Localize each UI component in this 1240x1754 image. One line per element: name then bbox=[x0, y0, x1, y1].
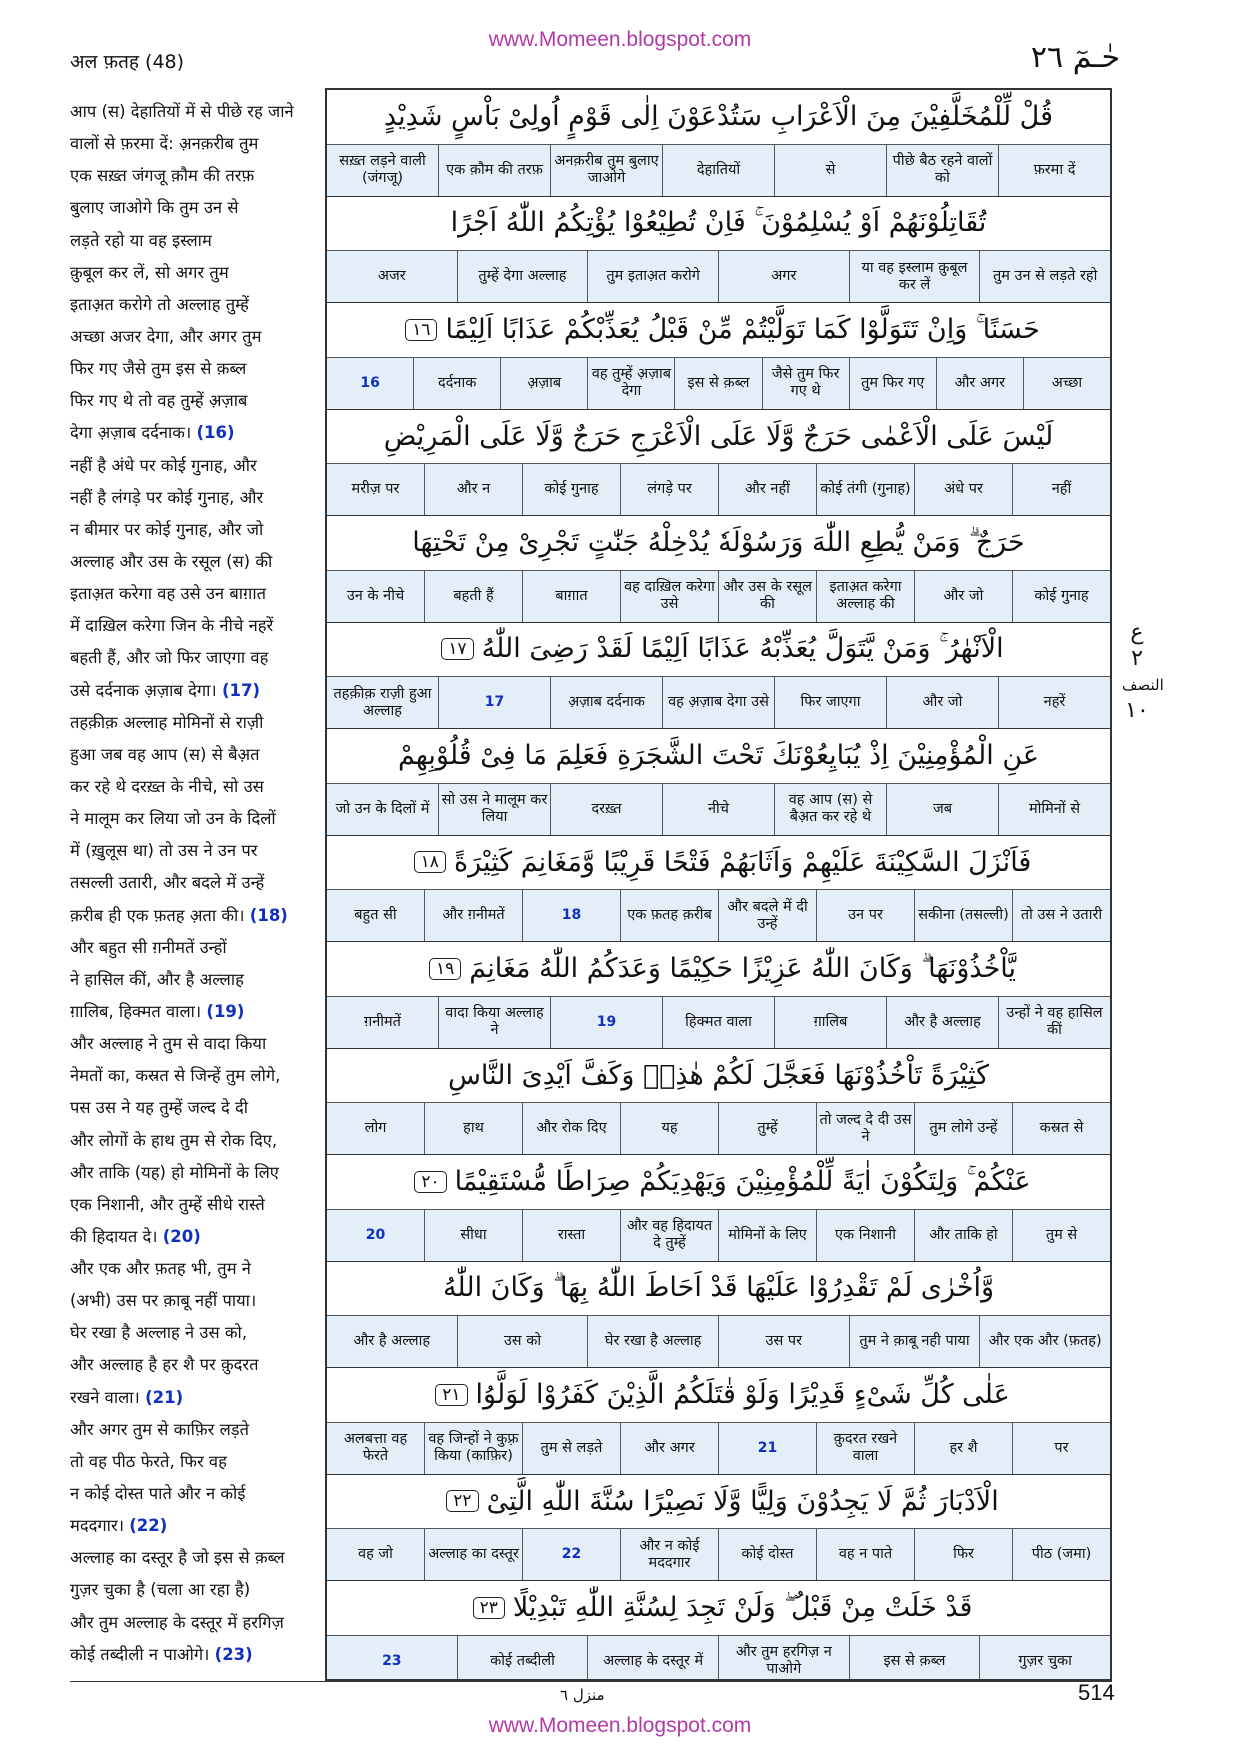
translation-line: न बीमार पर कोई गुनाह, और जो bbox=[70, 519, 264, 539]
translation-line: हुआ जब वह आप (स) से बैअ़त bbox=[70, 744, 260, 764]
word-cell: और अगर bbox=[936, 358, 1023, 409]
word-cell: ग़ालिब bbox=[774, 997, 886, 1048]
arabic-line bbox=[327, 516, 1110, 571]
word-cell: तुम उन से लड़ते रहो bbox=[979, 251, 1110, 302]
word-cell: देहातियों bbox=[662, 145, 774, 196]
ayah-number-marker: ۲۳ bbox=[473, 1597, 505, 1619]
word-cell: इस से क़ब्ल bbox=[849, 1636, 980, 1682]
translation-row bbox=[327, 1423, 1110, 1475]
word-cell: वह तुम्हें अ़ज़ाब देगा bbox=[587, 358, 674, 409]
translation-text: ग़ालिब, हिक्मत वाला। bbox=[70, 1001, 202, 1021]
translation-line: और एक और फ़तह भी, तुम ने bbox=[70, 1259, 251, 1279]
translation-line: और लोगों के हाथ तुम से रोक दिए, bbox=[70, 1130, 278, 1150]
word-cell: तुम इताअ़त करोगे bbox=[587, 251, 718, 302]
juz-title: حٰـمٓ ۲٦ bbox=[1030, 40, 1120, 75]
arabic-line bbox=[327, 623, 1110, 678]
word-cell: 19 bbox=[550, 997, 662, 1048]
translation-text: कोई तब्दीली न पाओगे। bbox=[70, 1644, 210, 1664]
site-url-top[interactable]: www.Momeen.blogspot.com bbox=[488, 28, 752, 51]
translation-line: फिर गए थे तो वह तुम्हें अ़ज़ाब bbox=[70, 391, 248, 411]
word-cell: बाग़ात bbox=[522, 571, 620, 622]
word-cell: 20 bbox=[365, 1226, 386, 1243]
word-by-word-grid bbox=[325, 88, 1112, 1681]
word-cell: और रोक दिए bbox=[522, 1103, 620, 1154]
word-cell: और जो bbox=[914, 571, 1012, 622]
word-cell: कोई गुनाह bbox=[522, 464, 620, 515]
word-cell: तहक़ीक़ राज़ी हुआ अल्लाह bbox=[333, 685, 432, 719]
verse-number: (19) bbox=[206, 1001, 245, 1021]
arabic-line bbox=[327, 1262, 1110, 1317]
word-cell: जो उन के दिलों में bbox=[335, 800, 430, 817]
word-cell: और ताकि हो bbox=[914, 1210, 1012, 1261]
word-cell: यह bbox=[620, 1103, 718, 1154]
arabic-text: تُقَاتِلُوْنَهُمْ اَوْ يُسْلِمُوْنَ ۚ فَاِنْ تُطِيْعُوْا يُؤْتِكُمُ اللّٰهُ اَجْرًا bbox=[450, 207, 987, 239]
translation-line: और तुम अल्लाह के दस्तूर में हरगिज़ bbox=[70, 1612, 284, 1632]
verse-number: (17) bbox=[221, 680, 260, 700]
ayah-number-marker: ۲۰ bbox=[414, 1171, 446, 1193]
ayah-number-marker: ۱۸ bbox=[414, 851, 446, 873]
word-cell: और न bbox=[424, 464, 522, 515]
page-number: 514 bbox=[1078, 1680, 1115, 1705]
ayah-number-marker: ۱٦ bbox=[405, 319, 437, 341]
arabic-text: عَنِ الْمُؤْمِنِيْنَ اِذْ يُبَايِعُوْنَكَ تَحْتَ الشَّجَرَةِ فَعَلِمَ مَا فِىْ قُلُوْبِهِمْ bbox=[397, 740, 1040, 772]
arabic-line bbox=[327, 90, 1110, 145]
translation-line: एक सख़्त जंगजू क़ौम की तरफ़ bbox=[70, 166, 255, 186]
translation-line: तहक़ीक़ अल्लाह मोमिनों से राज़ी bbox=[70, 712, 264, 732]
site-url-bottom[interactable]: www.Momeen.blogspot.com bbox=[488, 1714, 752, 1737]
translation-line: इताअ़त करेगा वह उसे उन बाग़ात bbox=[70, 584, 266, 604]
translation-line: लड़ते रहो या वह इस्लाम bbox=[70, 230, 212, 250]
word-cell: और जो bbox=[886, 677, 998, 728]
arabic-line bbox=[327, 1155, 1110, 1210]
translation-line bbox=[70, 417, 320, 449]
ayah-number-marker: ۱۷ bbox=[441, 638, 473, 660]
word-cell: अगर bbox=[718, 251, 849, 302]
word-cell: उन के नीचे bbox=[346, 587, 405, 604]
word-cell: कोई तब्दीली bbox=[457, 1636, 588, 1682]
word-cell: और अगर bbox=[620, 1423, 718, 1474]
word-cell: दरख़्त bbox=[550, 784, 662, 835]
translation-line: अल्लाह और उस के रसूल (स) की bbox=[70, 551, 273, 571]
translation-line bbox=[70, 996, 320, 1028]
translation-row bbox=[327, 1636, 1110, 1682]
translation-line: तो वह पीठ फेरते, फिर वह bbox=[70, 1451, 227, 1471]
word-cell: क़ुदरत रखने वाला bbox=[816, 1423, 914, 1474]
word-cell: और बदले में दी उन्हें bbox=[718, 890, 816, 941]
word-cell: कस्रत से bbox=[1012, 1103, 1110, 1154]
translation-line: बुलाए जाओगे कि तुम उन से bbox=[70, 198, 239, 218]
verse-number: (21) bbox=[145, 1387, 184, 1407]
arabic-text: عَنْكُمْ ۚ وَلِتَكُوْنَ اٰيَةً لِّلْمُؤْمِنِيْنَ وَيَهْدِيَكُمْ صِرَاطًا مُّسْتَقِيْمًا bbox=[454, 1165, 1031, 1197]
word-cell: नीचे bbox=[662, 784, 774, 835]
word-cell: अंधे पर bbox=[914, 464, 1012, 515]
word-cell: तुम्हें देगा अल्लाह bbox=[457, 251, 588, 302]
word-cell: और है अल्लाह bbox=[353, 1333, 431, 1349]
word-cell: बहती हैं bbox=[424, 571, 522, 622]
translation-line: क़ुबूल कर लें, सो अगर तुम bbox=[70, 262, 229, 282]
word-cell: जब bbox=[886, 784, 998, 835]
translation-line bbox=[70, 675, 320, 707]
translation-line: आप (स) देहातियों में से पीछे रह जाने bbox=[70, 102, 294, 121]
arabic-line bbox=[327, 1049, 1110, 1104]
word-cell: और न कोई मददगार bbox=[620, 1529, 718, 1580]
translation-row bbox=[327, 464, 1110, 516]
translation-line: ने हासिल कीं, और है अल्लाह bbox=[70, 969, 244, 989]
margin-mark: ۲ bbox=[1131, 646, 1143, 671]
ruku-margin-note bbox=[1122, 620, 1164, 724]
translation-text: मददगार। bbox=[70, 1516, 124, 1536]
translation-line: और बहुत सी ग़नीमतें उन्हों bbox=[70, 937, 227, 957]
word-cell: या वह इस्लाम क़ुबूल कर लें bbox=[849, 251, 980, 302]
word-cell: कोई दोस्त bbox=[718, 1529, 816, 1580]
arabic-line bbox=[327, 729, 1110, 784]
word-cell: 23 bbox=[382, 1652, 402, 1669]
word-cell: दर्दनाक bbox=[413, 358, 500, 409]
translation-line: तसल्ली उतारी, और बदले में उन्हें bbox=[70, 873, 265, 893]
word-cell: जैसे तुम फिर गए थे bbox=[762, 358, 849, 409]
word-cell: नहीं bbox=[1012, 464, 1110, 515]
arabic-line bbox=[327, 1581, 1110, 1636]
translation-line: अच्छा अजर देगा, और अगर तुम bbox=[70, 326, 262, 346]
translation-row bbox=[327, 571, 1110, 623]
word-cell: अल्लाह के दस्तूर में bbox=[587, 1636, 718, 1682]
word-cell: पीठ (जमा) bbox=[1012, 1529, 1110, 1580]
word-cell: तुम्हें bbox=[718, 1103, 816, 1154]
word-cell: अ़ज़ाब bbox=[500, 358, 587, 409]
word-cell: उस पर bbox=[718, 1316, 849, 1367]
translation-line bbox=[70, 1639, 320, 1671]
arabic-line bbox=[327, 836, 1110, 891]
arabic-text: عَلٰى كُلِّ شَىْءٍ قَدِيْرًا وَلَوْ قٰتَلَكُمُ الَّذِيْنَ كَفَرُوْا لَوَلَّوُا bbox=[475, 1379, 1010, 1411]
word-cell: वह जो bbox=[358, 1546, 393, 1562]
word-cell: और तुम हरगिज़ न पाओगे bbox=[718, 1636, 849, 1682]
translation-row bbox=[327, 890, 1110, 942]
word-cell: हाथ bbox=[424, 1103, 522, 1154]
arabic-text: لَيْسَ عَلَى الْاَعْمٰى حَرَجٌ وَّلَا عَلَى الْاَعْرَجِ حَرَجٌ وَّلَا عَلَى الْمَرِيْضِ bbox=[383, 420, 1054, 452]
word-cell: पर bbox=[1012, 1423, 1110, 1474]
arabic-text: قَدْ خَلَتْ مِنْ قَبْلُ ۖ وَلَنْ تَجِدَ لِسُنَّةِ اللّٰهِ تَبْدِيْلًا bbox=[512, 1591, 973, 1623]
word-cell: से bbox=[774, 145, 886, 196]
word-cell: 21 bbox=[718, 1423, 816, 1474]
word-cell: लंगड़े पर bbox=[620, 464, 718, 515]
word-cell: अ़ज़ाब दर्दनाक bbox=[550, 677, 662, 728]
margin-mark: ۱۰ bbox=[1125, 698, 1149, 723]
translation-line bbox=[70, 1382, 320, 1414]
word-cell: मरीज़ पर bbox=[351, 481, 400, 497]
word-cell: पीछे बैठ रहने वालों को bbox=[886, 145, 998, 196]
word-cell: एक निशानी bbox=[816, 1210, 914, 1261]
translation-line: पस उस ने यह तुम्हें जल्द दे दी bbox=[70, 1098, 248, 1118]
translation-text: क़रीब ही एक फ़तह अ़ता की। bbox=[70, 905, 245, 925]
arabic-line bbox=[327, 197, 1110, 252]
translation-row bbox=[327, 145, 1110, 197]
translation-line: और अल्लाह है हर शै पर क़ुदरत bbox=[70, 1355, 259, 1375]
translation-row bbox=[327, 784, 1110, 836]
word-cell: सो उस ने मालूम कर लिया bbox=[438, 784, 550, 835]
word-cell: सीधा bbox=[424, 1210, 522, 1261]
translation-text: देगा अ़ज़ाब दर्दनाक। bbox=[70, 423, 192, 443]
word-cell: और ग़नीमतें bbox=[424, 890, 522, 941]
arabic-line bbox=[327, 1475, 1110, 1530]
arabic-text: قُلْ لِّلْمُخَلَّفِيْنَ مِنَ الْاَعْرَابِ سَتُدْعَوْنَ اِلٰى قَوْمٍ اُولِىْ بَاْسٍ شَدِيْدٍ bbox=[383, 101, 1054, 133]
word-cell: नहरें bbox=[998, 677, 1110, 728]
arabic-line bbox=[327, 303, 1110, 358]
verse-number: (18) bbox=[249, 905, 288, 925]
word-cell: कोई गुनाह bbox=[1012, 571, 1110, 622]
arabic-text: يَّاْخُذُوْنَهَا ۗ وَكَانَ اللّٰهُ عَزِيْزًا حَكِيْمًا وَعَدَكُمُ اللّٰهُ مَغَانِمَ bbox=[469, 952, 1017, 984]
translation-text: उसे दर्दनाक अ़ज़ाब देगा। bbox=[70, 680, 217, 700]
word-cell: तुम से bbox=[1012, 1210, 1110, 1261]
word-cell: और है अल्लाह bbox=[886, 997, 998, 1048]
word-cell: और एक और (फ़तह) bbox=[979, 1316, 1110, 1367]
word-cell: हिक्मत वाला bbox=[662, 997, 774, 1048]
word-cell: तुम ने क़ाबू नही पाया bbox=[849, 1316, 980, 1367]
arabic-text: حَسَنًا ۚ وَاِنْ تَتَوَلَّوْا كَمَا تَوَلَّيْتُمْ مِّنْ قَبْلُ يُعَذِّبْكُمْ عَذَابًا اَلِيْمًا bbox=[445, 313, 1040, 345]
word-cell: तो उस ने उतारी bbox=[1012, 890, 1110, 941]
ayah-number-marker: ۲۱ bbox=[435, 1384, 467, 1406]
word-cell: एक फ़तह क़रीब bbox=[620, 890, 718, 941]
margin-mark: ع bbox=[1130, 620, 1144, 645]
word-cell: वह दाख़िल करेगा उसे bbox=[620, 571, 718, 622]
verse-number: (22) bbox=[129, 1516, 168, 1536]
ayah-number-marker: ۱۹ bbox=[429, 958, 461, 980]
word-cell: इताअ़त करेगा अल्लाह की bbox=[816, 571, 914, 622]
arabic-text: حَرَجٌ ۗ وَمَنْ يُّطِعِ اللّٰهَ وَرَسُوْلَهٗ يُدْخِلْهُ جَنّٰتٍ تَجْرِىْ مِنْ تَحْتِهَا bbox=[412, 526, 1025, 558]
word-cell: कोई तंगी (गुनाह) bbox=[816, 464, 914, 515]
word-cell: ग़नीमतें bbox=[364, 1013, 401, 1030]
ayah-number-marker: ۲۲ bbox=[446, 1490, 478, 1512]
translation-line: नहीं है अंधे पर कोई गुनाह, और bbox=[70, 455, 257, 475]
word-cell: सकीना (तसल्ली) bbox=[914, 890, 1012, 941]
word-cell: वह आप (स) से बैअ़त कर रहे थे bbox=[774, 784, 886, 835]
word-cell: इस से क़ब्ल bbox=[674, 358, 761, 409]
translation-line bbox=[70, 900, 320, 932]
translation-line: और अगर तुम से काफ़िर लड़ते bbox=[70, 1419, 250, 1439]
word-cell: उन पर bbox=[816, 890, 914, 941]
word-cell: अच्छा bbox=[1023, 358, 1110, 409]
translation-text: रखने वाला। bbox=[70, 1387, 140, 1407]
word-cell: वह अ़ज़ाब देगा उसे bbox=[662, 677, 774, 728]
translation-line: गुज़र चुका है (चला आ रहा है) bbox=[70, 1580, 251, 1600]
verse-number: (20) bbox=[162, 1226, 201, 1246]
word-cell: 22 bbox=[522, 1529, 620, 1580]
verse-number: (16) bbox=[196, 423, 235, 443]
arabic-line bbox=[327, 410, 1110, 465]
translation-line: (अभी) उस पर क़ाबू नहीं पाया। bbox=[70, 1291, 257, 1311]
word-cell: वादा किया अल्लाह ने bbox=[438, 997, 550, 1048]
word-cell: अल्लाह का दस्तूर bbox=[424, 1529, 522, 1580]
word-cell: गुज़र चुका bbox=[979, 1636, 1110, 1682]
word-cell: अजर bbox=[377, 268, 406, 284]
word-cell: अलबत्ता वह फेरते bbox=[343, 1431, 408, 1464]
word-cell: और वह हिदायत दे तुम्हें bbox=[620, 1210, 718, 1261]
translation-row bbox=[327, 997, 1110, 1049]
arabic-text: فَاَنْزَلَ السَّكِيْنَةَ عَلَيْهِمْ وَاَثَابَهُمْ فَتْحًا قَرِيْبًا وَّمَغَانِمَ كَثِيْرَةً bbox=[453, 846, 1032, 878]
word-cell: फिर bbox=[914, 1529, 1012, 1580]
word-cell: मोमिनों से bbox=[998, 784, 1110, 835]
translation-line: में (ख़ुलूस था) तो उस ने उन पर bbox=[70, 841, 258, 861]
word-cell: 17 bbox=[438, 677, 550, 728]
arabic-text: الْاَنْهٰرُ ۚ وَمَنْ يَّتَوَلَّ يُعَذِّبْهُ عَذَابًا اَلِيْمًا لَقَدْ رَضِىَ اللّٰهُ bbox=[481, 633, 1004, 665]
margin-mark: النصف bbox=[1122, 676, 1164, 694]
translation-line: फिर गए जैसे तुम इस से क़ब्ल bbox=[70, 359, 247, 379]
word-cell: अनक़रीब तुम बुलाए जाओगे bbox=[550, 145, 662, 196]
translation-line bbox=[70, 1510, 320, 1542]
word-cell: हर शै bbox=[914, 1423, 1012, 1474]
arabic-line bbox=[327, 942, 1110, 997]
translation-line: में दाख़िल करेगा जिन के नीचे नहरें bbox=[70, 616, 274, 636]
translation-line: ने मालूम कर लिया जो उन के दिलों bbox=[70, 809, 276, 829]
translation-line: नहीं है लंगड़े पर कोई गुनाह, और bbox=[70, 487, 264, 507]
translation-line: कर रहे थे दरख़्त के नीचे, सो उस bbox=[70, 776, 264, 796]
translation-row bbox=[327, 251, 1110, 303]
word-cell: 18 bbox=[522, 890, 620, 941]
word-cell: एक क़ौम की तरफ़ bbox=[438, 145, 550, 196]
word-cell: और नहीं bbox=[718, 464, 816, 515]
word-cell: तुम से लड़ते bbox=[522, 1423, 620, 1474]
translation-row bbox=[327, 1210, 1110, 1262]
arabic-text: كَثِيْرَةً تَاْخُذُوْنَهَا فَعَجَّلَ لَكُمْ هٰذِهٖ وَكَفَّ اَيْدِىَ النَّاسِ bbox=[447, 1059, 990, 1091]
verse-number: (23) bbox=[214, 1644, 253, 1664]
word-cell: वह न पाते bbox=[816, 1529, 914, 1580]
arabic-line bbox=[327, 1368, 1110, 1423]
translation-line: नेमतों का, कस्रत से जिन्हें तुम लोगे, bbox=[70, 1066, 281, 1086]
translation-row bbox=[327, 1316, 1110, 1368]
translation-text: की हिदायत दे। bbox=[70, 1226, 158, 1246]
translation-line: अल्लाह का दस्तूर है जो इस से क़ब्ल bbox=[70, 1548, 285, 1568]
word-cell: और उस के रसूल की bbox=[718, 571, 816, 622]
arabic-text: وَّاُخْرٰى لَمْ تَقْدِرُوْا عَلَيْهَا قَدْ اَحَاطَ اللّٰهُ بِهَا ۗ وَكَانَ اللّٰهُ bbox=[442, 1272, 995, 1304]
translation-row bbox=[327, 1103, 1110, 1155]
word-cell: बहुत सी bbox=[354, 907, 397, 923]
translation-line: इताअ़त करोगे तो अल्लाह तुम्हें bbox=[70, 294, 249, 314]
word-cell: वह जिन्हों ने कुफ़्र किया (काफ़िर) bbox=[424, 1423, 522, 1474]
word-cell: घेर रखा है अल्लाह bbox=[587, 1316, 718, 1367]
word-cell: सख़्त लड़ने वाली (जंगजू) bbox=[339, 153, 426, 186]
translation-line: और अल्लाह ने तुम से वादा किया bbox=[70, 1034, 267, 1054]
word-cell: फिर जाएगा bbox=[774, 677, 886, 728]
translation-column bbox=[70, 96, 320, 1681]
translation-row bbox=[327, 1529, 1110, 1581]
word-cell: रास्ता bbox=[522, 1210, 620, 1261]
word-cell: तुम फिर गए bbox=[849, 358, 936, 409]
translation-line: एक निशानी, और तुम्हें सीधे रास्ते bbox=[70, 1194, 265, 1214]
word-cell: तो जल्द दे दी उस ने bbox=[816, 1103, 914, 1154]
arabic-text: الْاَدْبَارَ ثُمَّ لَا يَجِدُوْنَ وَلِيًّا وَّلَا نَصِيْرًا سُنَّةَ اللّٰهِ الَّتِىْ bbox=[486, 1485, 999, 1517]
translation-row bbox=[327, 358, 1110, 410]
word-cell: लोग bbox=[364, 1120, 387, 1136]
manzil-label: منزل ٦ bbox=[560, 1686, 605, 1704]
word-cell: फ़रमा दें bbox=[998, 145, 1110, 196]
translation-line: और ताकि (यह) हो मोमिनों के लिए bbox=[70, 1162, 279, 1182]
word-cell: तुम लोगे उन्हें bbox=[914, 1103, 1012, 1154]
translation-line: वालों से फ़रमा दें: अ़नक़रीब तुम bbox=[70, 134, 259, 154]
surah-title: अल फ़तह (48) bbox=[70, 51, 185, 73]
word-cell: उस को bbox=[457, 1316, 588, 1367]
translation-row bbox=[327, 677, 1110, 729]
footer-rule bbox=[70, 1681, 1112, 1682]
translation-line: घेर रखा है अल्लाह ने उस को, bbox=[70, 1323, 248, 1343]
word-cell: मोमिनों के लिए bbox=[718, 1210, 816, 1261]
translation-line bbox=[70, 1221, 320, 1253]
translation-line: बहती हैं, और जो फिर जाएगा वह bbox=[70, 648, 269, 668]
word-cell: उन्हों ने वह हासिल कीं bbox=[998, 997, 1110, 1048]
word-cell: 16 bbox=[360, 374, 380, 391]
translation-line: न कोई दोस्त पाते और न कोई bbox=[70, 1484, 246, 1504]
